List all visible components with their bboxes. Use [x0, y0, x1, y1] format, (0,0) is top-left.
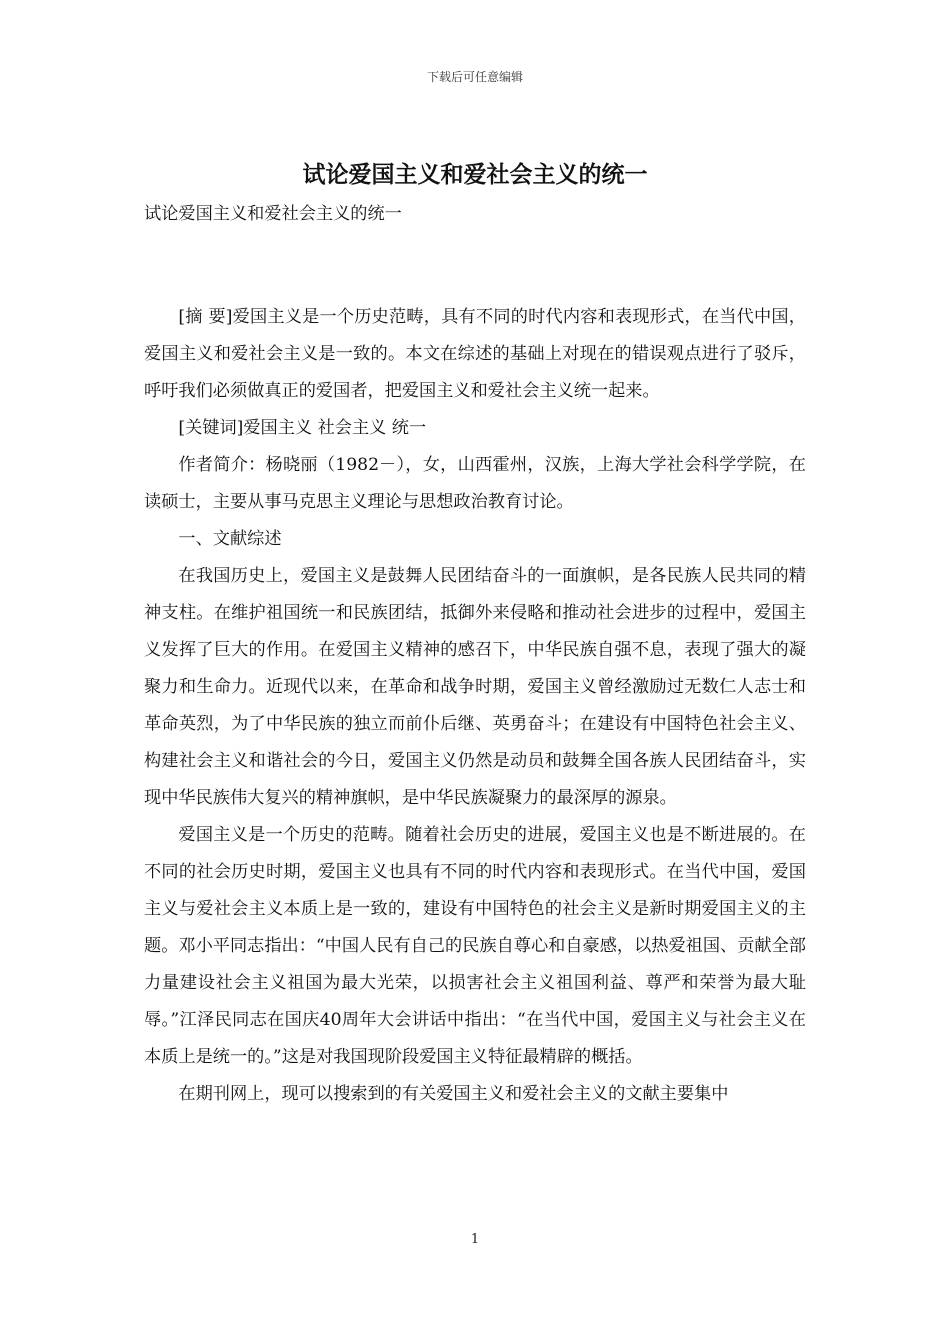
page-number: 1: [470, 1232, 480, 1247]
spacer: [144, 233, 806, 299]
document-title: 试论爱国主义和爱社会主义的统一: [302, 162, 648, 188]
keywords-paragraph: [关键词]爱国主义 社会主义 统一: [178, 418, 427, 438]
document-subtitle: 试论爱国主义和爱社会主义的统一: [144, 204, 402, 224]
document-body: [144, 196, 806, 1113]
abstract-paragraph: [摘 要]爱国主义是一个历史范畴，具有不同的时代内容和表现形式，在当代中国，爱国主义和爱社会主义是一致的。本文在综述的基础上对现在的错误观点进行了驳斥，呼吁我们必须做真正的爱国者，把爱国主义和爱社会主义统一起来。: [144, 307, 806, 401]
author-bio-paragraph: 作者简介：杨晓丽（1982－），女，山西霍州，汉族，上海大学社会科学学院，在读硕士，主要从事马克思主义理论与思想政治教育讨论。: [144, 455, 806, 512]
body-paragraph: 在我国历史上，爱国主义是鼓舞人民团结奋斗的一面旗帜，是各民族人民共同的精神支柱。在维护祖国统一和民族团结，抵御外来侵略和推动社会进步的过程中，爱国主义发挥了巨大的作用。在爱国主义精神的感召下，中华民族自强不息，表现了强大的凝聚力和生命力。近现代以来，在革命和战争时期，爱国主义曾经激励过无数仁人志士和革命英烈，为了中华民族的独立而前仆后继、英勇奋斗；在建设有中国特色社会主义、构建社会主义和谐社会的今日，爱国主义仍然是动员和鼓舞全国各族人民团结奋斗，实现中华民族伟大复兴的精神旗帜，是中华民族凝聚力的最深厚的源泉。: [144, 566, 806, 808]
body-paragraph: 爱国主义是一个历史的范畴。随着社会历史的进展，爱国主义也是不断进展的。在不同的社会历史时期，爱国主义也具有不同的时代内容和表现形式。在当代中国，爱国主义与爱社会主义本质上是一致的，建设有中国特色的社会主义是新时期爱国主义的主题。邓小平同志指出：“中国人民有自己的民族自尊心和自豪感，以热爱祖国、贡献全部力量建设社会主义祖国为最大光荣，以损害社会主义祖国利益、尊严和荣誉为最大耻辱。”江泽民同志在国庆40周年大会讲话中指出：“在当代中国，爱国主义与社会主义在本质上是统一的。”这是对我国现阶段爱国主义特征最精辟的概括。: [144, 825, 806, 1067]
body-paragraph: 在期刊网上，现可以搜索到的有关爱国主义和爱社会主义的文献主要集中: [178, 1084, 729, 1104]
section-heading: 一、文献综述: [178, 529, 282, 549]
page-header-note: 下载后可任意编辑: [426, 70, 523, 84]
